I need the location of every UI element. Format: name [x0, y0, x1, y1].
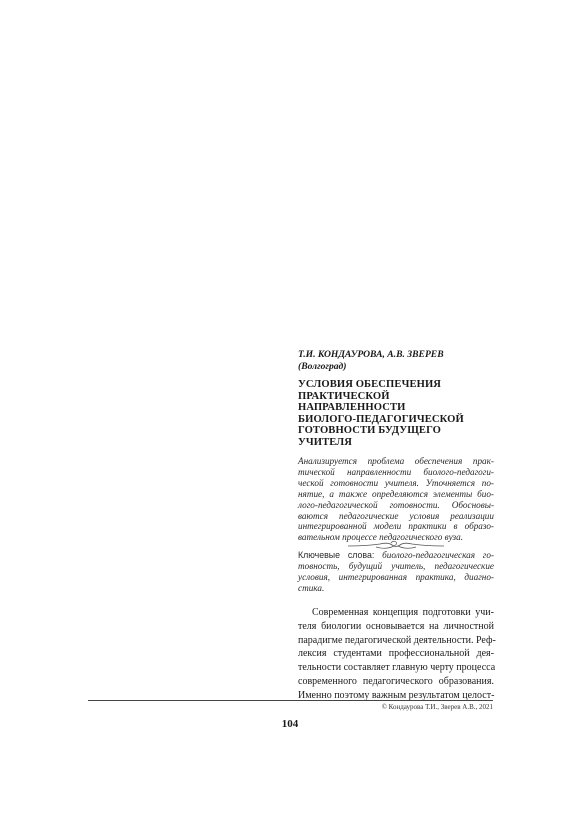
article-abstract: [298, 456, 494, 543]
article-body: [298, 606, 494, 703]
keywords-label: Ключевые слова:: [298, 550, 375, 560]
abstract-line: нятие, а также определяются элементы био-: [298, 488, 494, 499]
abstract-line: интегрированной модели практики в образо-: [298, 521, 494, 532]
abstract-line: вательном процессе педагогического вуза.: [298, 532, 464, 543]
keywords-line: товность, будущий учитель, педагогические: [298, 561, 494, 571]
body-line: парадигме педагогической деятельности. Реф-: [298, 634, 496, 646]
footer-rule: [88, 700, 493, 701]
abstract-line: тической направленности биолого-педагоги-: [298, 466, 494, 477]
body-line: тельности составляет главную черту процесса: [298, 662, 496, 674]
article-authors: [298, 349, 494, 372]
body-line: Именно поэтому важным результатом целост-: [298, 689, 495, 701]
body-line: теля биологии основывается на личностной: [298, 620, 494, 632]
abstract-line: лого-педагогической готовности. Обосновы-: [298, 499, 494, 510]
title-line: БИОЛОГО-ПЕДАГОГИЧЕСКОЙ: [298, 413, 464, 425]
abstract-line: ваются педагогические условия реализации: [298, 510, 494, 521]
body-line: Современная концепция подготовки учи-: [312, 607, 494, 618]
title-line: УСЛОВИЯ ОБЕСПЕЧЕНИЯ: [298, 379, 442, 390]
title-line: ПРАКТИЧЕСКОЙ: [298, 390, 390, 402]
abstract-line: ческой готовности учителя. Уточняется по-: [298, 477, 494, 488]
title-line: ГОТОВНОСТИ БУДУЩЕГО: [298, 425, 442, 437]
copyright-notice: © Кондаурова Т.И., Зверев А.В., 2021: [381, 703, 493, 711]
page-number: 104: [281, 718, 299, 730]
keywords-text: биолого-педагогическая го-: [382, 550, 495, 560]
keywords-line: условия, интегрированная практика, диагно-: [298, 572, 494, 582]
authors-city: (Волгоград): [298, 360, 347, 372]
article-keywords: [298, 550, 494, 594]
abstract-line: Анализируется проблема обеспечения прак-: [298, 456, 494, 466]
body-line: лексия студентами профессиональной дея-: [298, 648, 494, 660]
title-line: УЧИТЕЛЯ: [298, 436, 353, 448]
article-title: [298, 379, 494, 449]
keywords-line: стика.: [298, 583, 325, 593]
body-line: современного педагогического образования.: [298, 675, 494, 687]
authors-names: Т.И. КОНДАУРОВА, А.В. ЗВЕРЕВ: [298, 349, 444, 360]
title-line: НАПРАВЛЕННОСТИ: [298, 402, 406, 414]
keywords-first-line: [298, 550, 494, 561]
